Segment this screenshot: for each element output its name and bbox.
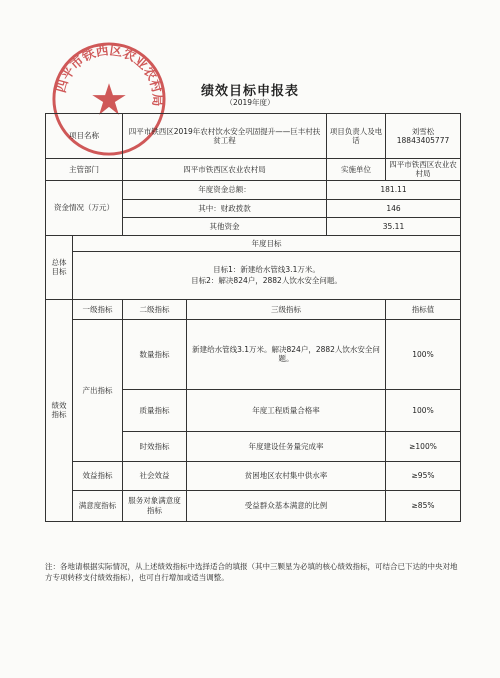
goal-label: 总体目标 [46,235,73,299]
quality-desc: 年度工程质量合格率 [187,389,386,431]
performance-table [45,113,461,522]
goal-content [73,251,461,299]
project-person: 刘雪松18843405777 [386,114,461,159]
project-name: 四平市铁西区2019年农村饮水安全巩固提升——巨丰村扶贫工程 [123,114,327,159]
timeliness-value: ≥100% [386,431,461,461]
output-indicator: 产出指标 [73,319,123,461]
funds-total-label: 年度资金总额： [123,180,327,199]
project-name-label: 项目名称 [46,114,123,159]
dept-label: 主管部门 [46,159,123,181]
timeliness-indicator: 时效指标 [123,431,187,461]
quality-indicator: 质量指标 [123,389,187,431]
funds-other-label: 其他资金 [123,217,327,235]
funds-fiscal: 146 [327,199,461,217]
social-value: ≥95% [386,461,461,490]
funds-total: 181.11 [327,180,461,199]
satisfaction-indicator: 满意度指标 [73,490,123,521]
funds-fiscal-label: 其中：财政拨款 [123,199,327,217]
indicators-label: 绩效指标 [46,299,73,521]
seal-text: 四平市铁西区农业农村局 [54,43,165,107]
header-level3: 三级指标 [187,299,386,319]
header-level1: 一级指标 [73,299,123,319]
goal-header: 年度目标 [73,235,461,251]
quantity-desc: 新建给水管线3.1万米。解决824户，2882人饮水安全问题。 [187,319,386,389]
funds-label: 资金情况（万元） [46,180,123,235]
service-indicator: 服务对象满意度指标 [123,490,187,521]
service-value: ≥85% [386,490,461,521]
quantity-value: 100% [386,319,461,389]
page-year: （2019年度） [225,98,275,107]
dept-value: 四平市铁西区农业农村局 [123,159,327,181]
quality-value: 100% [386,389,461,431]
row-goal-header [46,235,461,251]
funds-other: 35.11 [327,217,461,235]
unit-value: 四平市铁西区农业农村局 [386,159,461,181]
header-level2: 二级指标 [123,299,187,319]
social-indicator: 社会效益 [123,461,187,490]
social-desc: 贫困地区农村集中供水率 [187,461,386,490]
row-indicator-header [46,299,461,319]
row-project-name [46,114,461,159]
row-benefit [46,461,461,490]
goal-line-2: 目标2：解决824户，2882人饮水安全问题。 [191,276,342,286]
benefit-indicator: 效益指标 [73,461,123,490]
service-desc: 受益群众基本满意的比例 [187,490,386,521]
row-quantity [46,319,461,389]
timeliness-desc: 年度建设任务量完成率 [187,431,386,461]
page-title: 绩效目标申报表 [200,84,299,99]
goal-line-1: 目标1：新建给水管线3.1万米。 [213,265,320,274]
row-funds-total [46,180,461,199]
row-satisfaction [46,490,461,521]
footnote: 注：各地请根据实际情况，从上述绩效指标中选择适合的填报（其中三颗星为必填的核心绩效指标，可结合已下达的中央对地方专项转移支付绩效指标），也可自行增加或适当调整。 [45,562,458,582]
row-department [46,159,461,181]
unit-label: 实施单位 [327,159,386,181]
project-person-label: 项目负责人及电话 [327,114,386,159]
header-value: 指标值 [386,299,461,319]
quantity-indicator: 数量指标 [123,319,187,389]
row-goal-content [46,251,461,299]
